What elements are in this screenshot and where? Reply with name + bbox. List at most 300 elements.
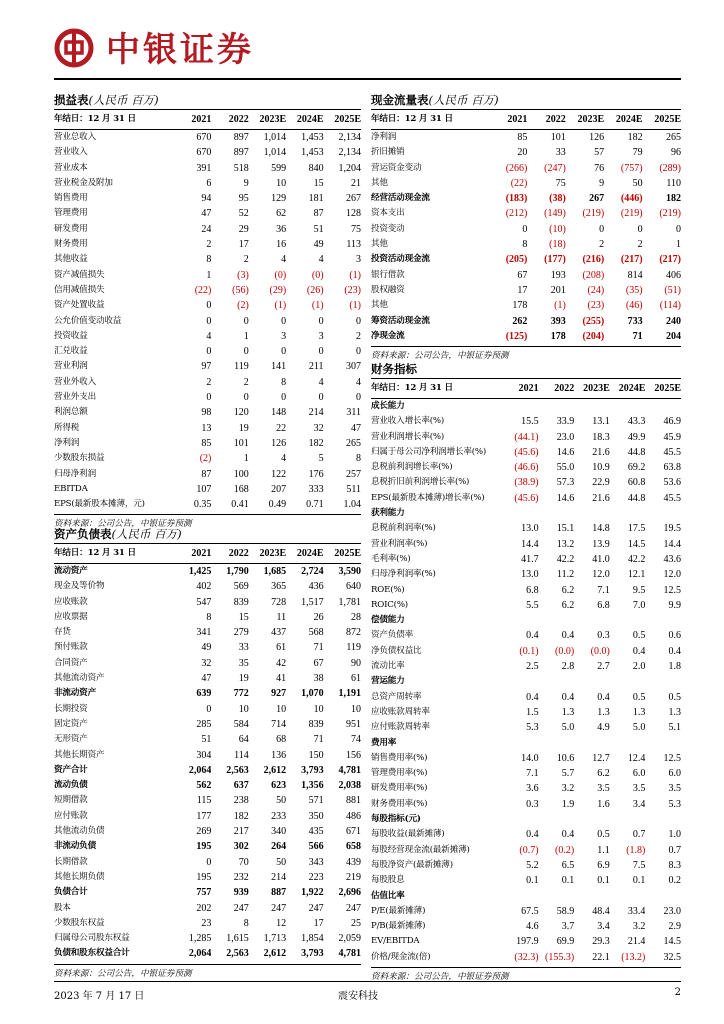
- cell-value: 62: [276, 208, 287, 220]
- cell-value: 714: [271, 718, 287, 730]
- cell-value: 126: [271, 437, 287, 449]
- row-label: 所得税: [54, 422, 80, 433]
- cell-value: 658: [346, 841, 361, 853]
- table-row: [54, 793, 361, 808]
- cell-value: 178: [550, 330, 566, 342]
- cell-value: (1.8): [626, 844, 646, 856]
- cell-value: 4.9: [597, 722, 610, 734]
- table-row: [54, 283, 361, 298]
- cell-value: 2,612: [263, 948, 287, 960]
- table-header-row: [371, 379, 681, 399]
- table-row: [54, 778, 361, 793]
- cell-value: 1,922: [301, 887, 324, 899]
- cell-value: 28: [351, 611, 361, 623]
- cell-value: 5.5: [526, 599, 539, 611]
- cell-value: 2,563: [226, 764, 249, 776]
- cell-value: 44.8: [627, 446, 646, 458]
- cell-value: [574, 812, 610, 827]
- cell-value: 0.1: [597, 875, 610, 887]
- cell-value: 3.7: [561, 921, 575, 933]
- cell-value: [610, 889, 646, 904]
- row-label: 资产合计: [54, 764, 88, 775]
- cell-value: 232: [233, 871, 249, 883]
- table-row: [371, 950, 681, 965]
- cell-value: 58.9: [556, 905, 575, 917]
- cell-value: 6.5: [561, 859, 575, 871]
- cell-value: 2.7: [597, 661, 610, 673]
- column-header-year: 2024E: [610, 379, 646, 399]
- row-label: ROE(%): [371, 584, 405, 595]
- cell-value: 0: [599, 223, 605, 235]
- column-header-year: 2021: [174, 110, 211, 130]
- cell-value: (125): [505, 330, 528, 342]
- source-note: 资料来源：公司公告，中银证券预测: [371, 346, 681, 363]
- cell-value: 177: [196, 810, 212, 822]
- cell-value: 599: [271, 162, 287, 174]
- table-row: [54, 298, 361, 313]
- cell-value: 2: [599, 239, 605, 251]
- cell-value: 12.7: [592, 752, 610, 764]
- cell-value: 3.4: [632, 798, 646, 810]
- table-row: [371, 904, 681, 919]
- cell-value: 136: [271, 749, 287, 761]
- cell-value: 33: [238, 642, 249, 654]
- cell-value: (24): [587, 284, 605, 296]
- table-header-row: [54, 110, 361, 130]
- table-row: [54, 579, 361, 594]
- cell-value: 0.35: [193, 499, 212, 511]
- cell-value: 95: [238, 193, 249, 205]
- column-header-label: 年结日：12 月 31 日: [371, 379, 503, 399]
- cell-value: 0.3: [526, 798, 539, 810]
- cell-value: (18): [549, 239, 566, 251]
- cell-value: (0.7): [519, 844, 539, 856]
- cell-value: 9.5: [632, 584, 646, 596]
- cell-value: 21.4: [627, 936, 646, 948]
- cell-value: 1,453: [301, 147, 324, 159]
- cell-value: [645, 613, 681, 628]
- section-title: [371, 94, 681, 110]
- header-rule: [54, 78, 681, 80]
- cell-value: 3,590: [338, 566, 361, 577]
- cell-value: (0): [274, 269, 287, 281]
- cell-value: 90: [351, 657, 361, 669]
- row-label: 营业利润增长率(%): [371, 431, 445, 442]
- cell-value: 101: [550, 132, 566, 143]
- cell-value: 1,517: [301, 596, 324, 608]
- cell-value: 0: [318, 346, 324, 358]
- row-label: 价格/现金流(倍): [371, 951, 431, 962]
- cell-value: 29: [238, 223, 249, 235]
- cell-value: 2,612: [263, 764, 287, 776]
- section-unit: (人民币 百万): [88, 93, 159, 107]
- cell-value: 1.3: [668, 706, 681, 718]
- row-label: 息税前利润增长率(%): [371, 462, 453, 473]
- cell-value: (32.3): [514, 951, 539, 963]
- cell-value: 150: [308, 749, 324, 761]
- cell-value: 217: [233, 826, 249, 838]
- cell-value: 75: [555, 177, 566, 189]
- cell-value: 13.0: [521, 569, 539, 581]
- column-header-label: 年结日：12 月 31 日: [54, 544, 174, 564]
- cell-value: 22.1: [592, 951, 610, 963]
- column-header-year: 2023E: [249, 544, 286, 564]
- cell-value: 10: [276, 703, 287, 715]
- row-label: 流动负债: [54, 780, 88, 791]
- cell-value: 33.4: [627, 905, 646, 917]
- cell-value: 0: [243, 346, 249, 358]
- row-label: 净负债权益比: [371, 645, 422, 656]
- table-row: [54, 656, 361, 671]
- cell-value: 176: [308, 468, 324, 480]
- cell-value: 1,425: [188, 566, 212, 577]
- cell-value: 0.5: [597, 829, 610, 841]
- cell-value: 391: [196, 162, 212, 174]
- table-row: [371, 506, 681, 521]
- cell-value: 1,191: [338, 688, 361, 700]
- cell-value: [610, 613, 646, 628]
- cell-value: (23): [344, 284, 361, 296]
- cell-value: 148: [271, 407, 287, 419]
- cell-value: 3: [281, 330, 287, 342]
- cell-value: 0.71: [306, 499, 324, 511]
- row-label: P/B(最新摊薄): [371, 921, 426, 932]
- cell-value: 4: [318, 254, 324, 266]
- cell-value: [645, 889, 681, 904]
- row-label: 每股经营现金流(最新摊薄): [371, 844, 470, 855]
- cell-value: 46.9: [663, 416, 681, 428]
- column-header-label: 年结日：12 月 31 日: [371, 110, 489, 130]
- table-row: [371, 934, 681, 949]
- cell-value: 2,563: [226, 948, 249, 960]
- cell-value: 437: [271, 627, 287, 639]
- table-row: [54, 206, 361, 221]
- cell-value: 69.9: [556, 936, 575, 948]
- cell-value: 87: [201, 468, 212, 480]
- row-label: 营业成本: [54, 162, 88, 173]
- cell-value: 1,014: [263, 147, 287, 159]
- cell-value: [539, 399, 575, 415]
- row-label: 营运能力: [371, 676, 405, 687]
- row-label: 非流动资产: [54, 688, 96, 699]
- row-label: 汇兑收益: [54, 346, 88, 357]
- cell-value: 7.1: [597, 584, 610, 596]
- table-row: [54, 497, 361, 512]
- cell-value: 2.9: [668, 921, 681, 933]
- section-unit: (人民币 百万): [111, 527, 182, 541]
- cell-value: 2,059: [338, 933, 361, 945]
- row-label: 净现金流: [371, 330, 405, 341]
- row-label: 负债和股东权益合计: [54, 948, 130, 959]
- cell-value: 343: [308, 856, 324, 868]
- cell-value: 3.2: [632, 921, 646, 933]
- cell-value: [610, 506, 646, 521]
- table-row: [371, 827, 681, 842]
- cell-value: 29.3: [592, 936, 610, 948]
- cell-value: 1.3: [597, 706, 610, 718]
- table-row: [371, 237, 681, 252]
- cell-value: 1: [243, 453, 249, 465]
- row-label: ROIC(%): [371, 599, 408, 610]
- cell-value: (26): [306, 284, 324, 296]
- cell-value: (13.2): [621, 951, 646, 963]
- cell-value: 41.7: [521, 553, 539, 565]
- cell-value: 10.6: [556, 752, 575, 764]
- row-label: 短期借款: [54, 795, 88, 806]
- cell-value: 75: [351, 223, 361, 235]
- cell-value: 566: [308, 841, 324, 853]
- cell-value: 204: [666, 330, 681, 342]
- cell-value: 101: [233, 437, 249, 449]
- cell-value: 2,038: [338, 780, 361, 792]
- cell-value: 168: [233, 483, 249, 495]
- cell-value: 14.6: [556, 492, 575, 504]
- cell-value: 269: [196, 826, 212, 838]
- cell-value: 50: [276, 856, 287, 868]
- cell-value: 6.0: [668, 768, 681, 780]
- row-label: 经营活动现金流: [371, 193, 430, 204]
- cell-value: 2,696: [338, 887, 361, 899]
- row-label: 其他: [371, 177, 388, 188]
- cell-value: 772: [233, 688, 249, 700]
- cell-value: 38: [313, 673, 324, 685]
- table-row: [54, 161, 361, 176]
- cell-value: 15.5: [521, 416, 539, 428]
- cell-value: 32.5: [663, 951, 681, 963]
- cell-value: 5.0: [632, 722, 646, 734]
- row-label: 管理费用: [54, 208, 88, 219]
- cash-flow-panel: [371, 94, 681, 363]
- cell-value: 45.9: [663, 431, 681, 443]
- cell-value: 728: [271, 596, 287, 608]
- cell-value: (155.3): [545, 951, 575, 963]
- cell-value: 4.6: [526, 921, 539, 933]
- cell-value: 22: [276, 422, 287, 434]
- row-label: 现金及等价物: [54, 581, 105, 592]
- row-label: 应付账款周转率: [371, 722, 430, 733]
- cell-value: (2): [199, 453, 212, 465]
- cell-value: (45.6): [514, 492, 539, 504]
- cell-value: [610, 736, 646, 751]
- cell-value: 49: [201, 642, 212, 654]
- cell-value: 7.5: [632, 859, 646, 871]
- cell-value: 939: [233, 887, 249, 899]
- table-row: [371, 567, 681, 582]
- table-row: [54, 610, 361, 625]
- source-note: 资料来源：公司公告，中银证券预测: [54, 964, 361, 981]
- cell-value: 21.6: [592, 446, 610, 458]
- cell-value: (219): [620, 208, 643, 220]
- cell-value: 122: [271, 468, 287, 480]
- cell-value: 49: [313, 239, 324, 251]
- row-label: EPS(最新股本摊薄，元): [54, 499, 145, 510]
- cell-value: 304: [196, 749, 212, 761]
- row-label: 股本: [54, 902, 71, 913]
- cell-value: 4,781: [338, 764, 361, 776]
- cell-value: (56): [232, 284, 249, 296]
- cell-value: 98: [201, 407, 212, 419]
- cell-value: 6.2: [597, 768, 610, 780]
- cell-value: 10: [276, 177, 287, 189]
- row-label: 利润总额: [54, 407, 88, 418]
- cell-value: 1: [676, 239, 681, 251]
- cell-value: 3,793: [301, 764, 324, 776]
- table-row: [54, 390, 361, 405]
- row-label: 存货: [54, 627, 71, 638]
- cell-value: 1: [243, 330, 249, 342]
- cell-value: 47: [201, 673, 212, 685]
- cell-value: [610, 812, 646, 827]
- cell-value: 3.2: [561, 783, 575, 795]
- cell-value: 264: [271, 841, 287, 853]
- row-label: 其他收益: [54, 254, 88, 265]
- cell-value: 1.8: [668, 661, 681, 673]
- cell-value: 129: [271, 193, 287, 205]
- cell-value: 71: [632, 330, 643, 342]
- cell-value: [574, 674, 610, 689]
- table-row: [371, 628, 681, 643]
- cell-value: 0.3: [597, 630, 610, 642]
- cell-value: 267: [589, 193, 605, 205]
- cell-value: 120: [233, 407, 249, 419]
- table-row: [371, 858, 681, 873]
- column-header-year: 2025E: [324, 544, 361, 564]
- cell-value: 0: [281, 315, 287, 327]
- cell-value: 3.5: [597, 783, 610, 795]
- section-title: [371, 363, 681, 379]
- table-row: [371, 705, 681, 720]
- row-label: 资产减值损失: [54, 269, 105, 280]
- cell-value: (51): [664, 284, 681, 296]
- brand-name: 中银证券: [106, 30, 254, 70]
- cell-value: (114): [659, 300, 681, 312]
- cell-value: 14.5: [663, 936, 681, 948]
- cell-value: 0.1: [561, 875, 575, 887]
- cell-value: 8: [281, 376, 287, 388]
- balance-sheet-panel: [54, 528, 361, 981]
- financial-ratios-panel: [371, 363, 681, 984]
- row-label: 营业利润率(%): [371, 538, 428, 549]
- cell-value: 0.4: [632, 645, 646, 657]
- cell-value: 113: [346, 239, 361, 251]
- table-row: [54, 222, 361, 237]
- cell-value: [503, 889, 539, 904]
- cell-value: 14.0: [521, 752, 539, 764]
- cell-value: (3): [237, 269, 249, 281]
- cell-value: 141: [271, 361, 287, 373]
- row-label: 每股股息: [371, 875, 405, 886]
- row-label: 息税折旧前利润增长率(%): [371, 477, 470, 488]
- cell-value: 3.4: [597, 921, 610, 933]
- cell-value: 2,134: [338, 147, 361, 159]
- cell-value: 0: [637, 223, 643, 235]
- cell-value: 571: [308, 795, 324, 807]
- cell-value: 0.4: [526, 829, 539, 841]
- cell-value: 639: [196, 688, 212, 700]
- cell-value: 0: [206, 346, 212, 358]
- source-note: 资料来源：公司公告，中银证券预测: [54, 514, 361, 531]
- table-row: [371, 430, 681, 445]
- table-row: [54, 702, 361, 717]
- table-row: [371, 445, 681, 460]
- cell-value: 15: [313, 177, 324, 189]
- cell-value: 14.6: [556, 446, 575, 458]
- cell-value: 207: [271, 483, 287, 495]
- cell-value: 5.1: [668, 722, 681, 734]
- cell-value: 110: [666, 177, 681, 189]
- cell-value: 0.4: [561, 829, 575, 841]
- table-row: [371, 329, 681, 344]
- cell-value: 3,793: [301, 948, 324, 960]
- cell-value: (446): [620, 193, 643, 205]
- cell-value: 0.4: [526, 630, 539, 642]
- table-row: [54, 375, 361, 390]
- table-row: [54, 717, 361, 732]
- column-header-year: 2024E: [286, 110, 323, 130]
- cell-value: 9: [599, 177, 605, 189]
- cell-value: 6: [206, 177, 212, 189]
- cell-value: 0.1: [526, 875, 539, 887]
- cell-value: [574, 613, 610, 628]
- cell-value: 0.7: [668, 844, 681, 856]
- cell-value: 4: [281, 453, 287, 465]
- cell-value: 21.6: [592, 492, 610, 504]
- cell-value: [610, 674, 646, 689]
- cell-value: 1.6: [597, 798, 610, 810]
- table-row: [54, 421, 361, 436]
- cell-value: 6.0: [632, 768, 646, 780]
- table-row: [54, 145, 361, 160]
- cell-value: (757): [620, 162, 643, 174]
- cell-value: 0.5: [632, 630, 646, 642]
- cell-value: 12.4: [627, 752, 646, 764]
- cell-value: 439: [346, 856, 361, 868]
- cell-value: 23.0: [556, 431, 575, 443]
- cell-value: (266): [505, 162, 528, 174]
- table-row: [371, 720, 681, 735]
- row-label: 其他: [371, 300, 388, 311]
- cell-value: 350: [308, 810, 324, 822]
- cell-value: 238: [233, 795, 249, 807]
- cell-value: 8.3: [668, 859, 681, 871]
- cell-value: (29): [269, 284, 287, 296]
- cell-value: (44.1): [514, 431, 539, 443]
- cell-value: 0: [318, 315, 324, 327]
- cell-value: [645, 506, 681, 521]
- cell-value: (216): [582, 254, 605, 266]
- table-row: [371, 298, 681, 313]
- cell-value: [503, 399, 539, 415]
- row-label: 少数股东权益: [54, 917, 105, 928]
- cell-value: 223: [308, 871, 324, 883]
- table-row: [371, 314, 681, 329]
- cell-value: (45.6): [514, 446, 539, 458]
- cell-value: [610, 399, 646, 415]
- cell-value: 1.9: [561, 798, 575, 810]
- cell-value: 2.8: [561, 661, 575, 673]
- cell-value: 257: [346, 468, 361, 480]
- table-row: [54, 191, 361, 206]
- column-header-year: 2023E: [566, 110, 604, 130]
- cell-value: 0: [206, 392, 212, 404]
- cell-value: 2,134: [338, 132, 361, 143]
- cell-value: 25: [351, 917, 361, 929]
- row-label: 流动资产: [54, 566, 88, 576]
- table-row: [371, 537, 681, 552]
- row-label: 净利润: [371, 132, 397, 142]
- cell-value: [574, 736, 610, 751]
- row-label: 长期投资: [54, 703, 88, 714]
